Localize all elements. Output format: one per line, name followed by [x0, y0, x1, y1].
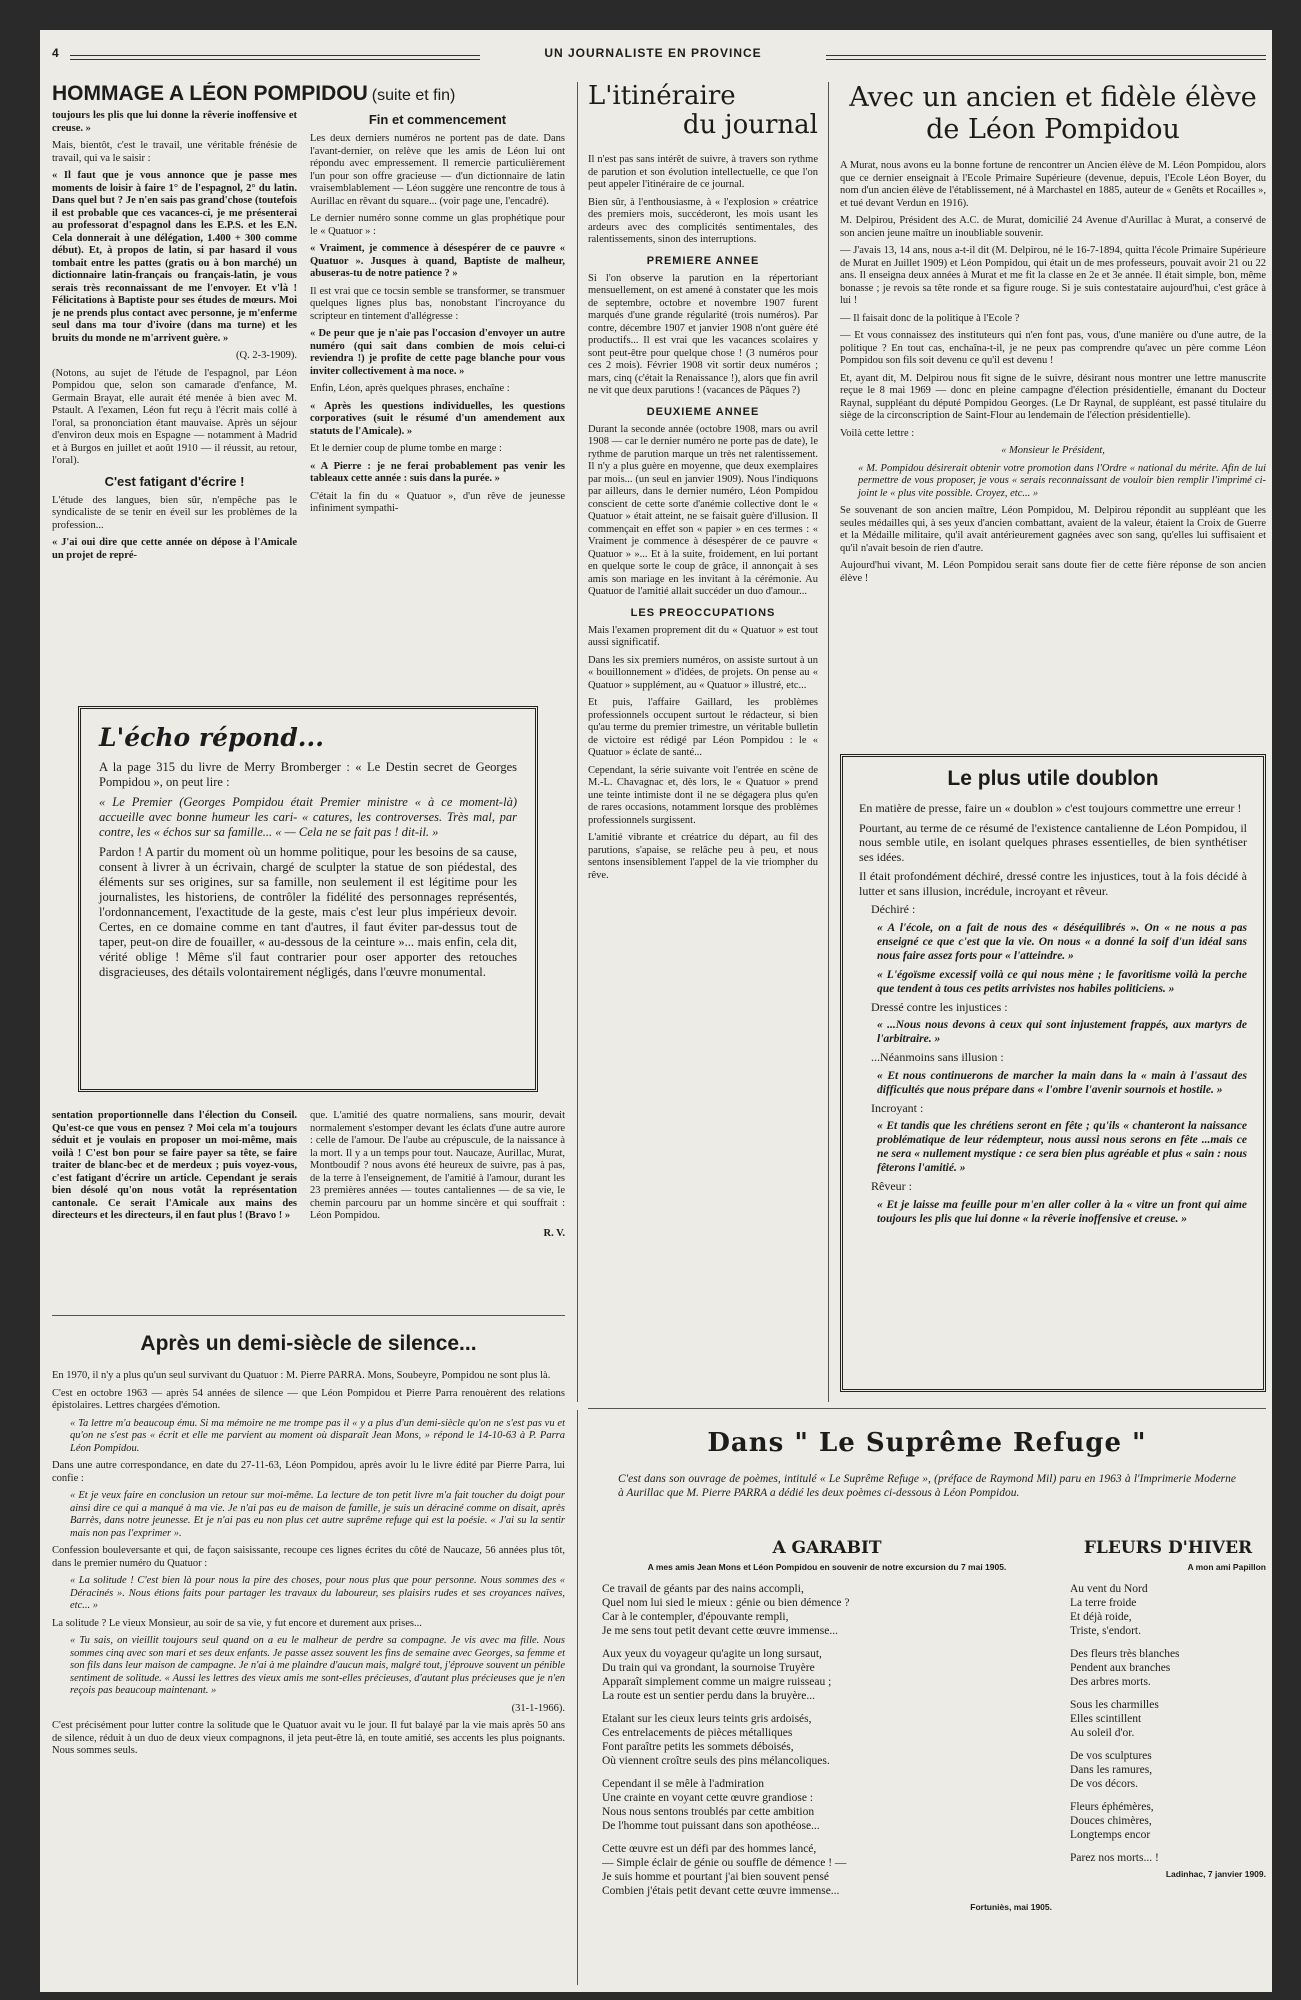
- poem-line: Dans les ramures,: [1070, 1764, 1153, 1776]
- subhead-fin: Fin et commencement: [368, 112, 507, 127]
- poem-line: Font paraître petits les sommets déboisés,: [602, 1741, 794, 1753]
- poem-line: Ce travail de géants par des nains accompli,: [602, 1583, 804, 1595]
- itineraire-article: L'itinéraire du journal Il n'est pas sans intérêt de suivre, à travers son rythme de parution et son évolution intellectuelle, ce que l'on peut appeler l'itinéraire de ce journal. Bien sûr, à l'enthousiasme, à « l'explosion » créatrice des premiers mois, succéderont, les mois usant les ardeurs avec des complicités sentimentales, des ralentissements, sinon des interruptions. PREMIERE ANNEE Si l'on observe la parution en la répertoriant mensuellement, on est amené à constater que les mois de septembre, octobre et novembre 1907 furent marqués d'une grande régularité (trois numéros). Par contre, décembre 1907 et janvier 1908 n'ont guère été productifs... Il est vrai que les vacances scolaires y sont peut-être pour quelque chose ! (3 numéros pour ces 2 mois). Février 1908 vit sortir deux numéros ; mars, cinq (c'était la Renaissance !), alors que fin avril ne vit que deux parutions ! (vacances de Pâques ?) DEUXIEME ANNEE Durant la seconde année (octobre 1908, mars ou avril 1908 — car le dernier numéro ne porte pas de date), le rythme de parution marque un très net ralentissement. Il n'y a plus guère en moyenne, que deux exemplaires par mois... (un seul en janvier 1909). Nous l'indiquons par ailleurs, dans le dernier numéro, Léon Pompidou conscient de cette sorte d'anémie collective dont le « Quatuor » était atteint, ne se faisait guère d'illusion. Il commençait en effet son « papier » en ces termes : « Vraiment je commence à désespérer de ce pauvre « Quatuor » »... Et à la suite, froidement, en lui portant en quelque sorte le coup de grâce, il annonçait à ses amis son mariage en les invitant à la cérémonie. Au Quatuor de l'amitié allait succéder un duo d'amour... LES PREOCCUPATIONS Mais l'examen proprement dit du « Quatuor » est tout aussi significatif. Dans les six premiers numéros, on assiste surtout à un « bouillonnement » d'idées, de projets. On pense au « Quatuor » supplément, au « Quatuor » illustré, etc... Et puis, l'affaire Gaillard, les problèmes professionnels occupent surtout le rédacteur, si bien qu'au terme du premier trimestre, un véritable bulletin de victoire est rédigé par Léon Pompidou : le « Quatuor » éclate de santé... Cependant, la série suivante voit l'entrée en scène de M.-L. Chavagnac et, dès lors, le « Quatuor » prend une teinte intimiste dont il ne se dégagera plus qu'en de rares occasions, notamment lorsque des problèmes professionnels surgissent. L'amitié vibrante et créatrice du départ, au fil des parutions, s'apaise, se relâche peu à peu, et nous sentons insensiblement l'appel de la vie triompher du rêve.: [588, 82, 818, 881]
- poem-line: Longtemps encor: [1070, 1829, 1151, 1841]
- mid-column-left: sentation proportionnelle dans l'élection du Conseil. Qu'est-ce que vous en pensez ? Moi cela m'a toujours séduit et je voulais en proposer un moi-même, mais voilà ! C'est bon pour se faire payer sa tête, se faire traiter de blanc-bec et de merdeux ; puis voyez-vous, c'est fatigant d'écrire un article. Cependant je serais bien désolé qu'on nous votât la représentation cantonale. Ce serait l'Amicale aux mains des directeurs et les directeurs, il en faut plus ! (Bravo ! »: [52, 1110, 297, 1221]
- poem-line: Fleurs éphémères,: [1070, 1801, 1154, 1813]
- divider-refuge: [588, 1408, 1266, 1409]
- poem-line: Au soleil d'or.: [1070, 1727, 1135, 1739]
- eleve-article: Avec un ancien et fidèle élève de Léon Pompidou A Murat, nous avons eu la bonne fortune de rencontrer un Ancien élève de M. Léon Pompidou, alors que ce dernier enseignait à l'Ecole Primaire Supérieure (devenue, depuis, l'Ecole Léon Boyer, du nom d'un ancien élève de l'établissement, né à Marchastel en 1885, auteur de « Genêts et Rocailles », et tué devant Verdun en 1916). M. Delpirou, Président des A.C. de Murat, domicilié 24 Avenue d'Aurillac à Murat, a conservé de son ancien jeune maître un inoubliable souvenir. — J'avais 13, 14 ans, nous a-t-il dit (M. Delpirou, né le 16-7-1894, quitta l'école Primaire Supérieure de Murat en Juillet 1909) et Léon Pompidou, qui était un de mes professeurs, pouvait avoir 21 ou 22 ans. Il enseigna deux années à Murat et me fit la classe en 2e et 3e année. Il était simple, bon, même bonasse ; je revois sa tête ronde et sa figure rouge. Si je suis contestataire aujourd'hui, c'est grâce à lui ! — Il faisait donc de la politique à l'Ecole ? — Et vous connaissez des instituteurs qui n'en font pas, vous, d'une manière ou d'une autre, de la politique ? En tout cas, enchaîna-t-il, je ne peux pas comprendre qu'avec un père comme Léon Pompidou son fils soit devenu ce qu'il est devenu ! Et, ayant dit, M. Delpirou nous fit signe de le suivre, désirant nous montrer une lettre manuscrite reçue le 8 mai 1969 — donc en pleine campagne d'élection présidentielle, émanant du Docteur Raynal, suppléant du député Pompidou Georges. (Le Dr Raynal, de suppléant, est passé titulaire du siège de la circonscription de Saint-Flour au lendemain de l'élection présidentielle). Voilà cette lettre : « Monsieur le Président, « M. Pompidou désirerait obtenir votre promotion dans l'Ordre « national du mérite. Afin de lui permettre de vous proposer, je vous « serais reconnaissant de vouloir bien remplir l'imprimé ci-joint le « plus vite possible. Croyez, etc... » Se souvenant de son ancien maître, Léon Pompidou, M. Delpirou répondit au suppléant que les seules médailles qui, à ses yeux d'ancien combattant, avaient de la valeur, étaient la Croix de Guerre et la Médaille militaire, qu'il avait antérieurement gagnées avec son sang, qu'elles lui suffisaient et qu'il n'avait besoin de rien d'autre. Aujourd'hui vivant, M. Léon Pompidou serait sans doute fier de cette fière réponse de son ancien élève !: [840, 82, 1266, 584]
- poem1-dedication: A mes amis Jean Mons et Léon Pompidou en souvenir de notre excursion du 7 mai 1905.: [647, 1562, 1007, 1572]
- page-header: [40, 46, 1272, 66]
- stanza-gap: [602, 1768, 1052, 1777]
- poem-line: De vos sculptures: [1070, 1750, 1152, 1762]
- stanza-gap: [1070, 1740, 1266, 1749]
- poem-line: Du train qui va grondant, la sournoise Truyère: [602, 1662, 815, 1674]
- eleve-title-b: de Léon Pompidou: [926, 114, 1180, 145]
- poem-line: Quel nom lui sied le mieux : génie ou bien démence ?: [602, 1597, 850, 1609]
- poem-line: La terre froide: [1070, 1597, 1137, 1609]
- apres-title: Après un demi-siècle de silence...: [140, 1332, 477, 1355]
- poem-fleurs: [1070, 1538, 1266, 1983]
- poem-line: Au vent du Nord: [1070, 1583, 1148, 1595]
- poem-line: Combien j'étais petit devant cette œuvre immense...: [602, 1885, 840, 1897]
- header-rule-left: [70, 55, 480, 60]
- refuge-header: Dans " Le Suprême Refuge " C'est dans son ouvrage de poèmes, intitulé « Le Suprême Refuge », (préface de Raymond Mil) paru en 1963 à l'Imprimerie Moderne à Aurillac que M. Pierre PARRA a dédié les deux poèmes ci-dessous à Léon Pompidou.: [588, 1422, 1266, 1542]
- poem-line: Cette œuvre est un défi par des hommes lancé,: [602, 1843, 817, 1855]
- poem-line: Où viennent croître seuls des pins mélancoliques.: [602, 1755, 830, 1767]
- itineraire-title-b: du journal: [682, 110, 818, 140]
- poem2-signature: Ladinhac, 7 janvier 1909.: [1165, 1869, 1266, 1879]
- poem1-title: A GARABIT: [772, 1538, 882, 1558]
- poem-garabit: [602, 1538, 1052, 1983]
- stanza-gap: [602, 1638, 1052, 1647]
- page-number: 4: [52, 46, 59, 60]
- eleve-title-a: Avec un ancien et fidèle élève: [849, 82, 1257, 113]
- refuge-title: Dans " Le Suprême Refuge ": [707, 1428, 1147, 1458]
- poem-line: Etalant sur les cieux leurs teints gris ardoisés,: [602, 1713, 812, 1725]
- poem2-dedication: A mon ami Papillon: [1187, 1562, 1266, 1572]
- stanza-gap: [1070, 1689, 1266, 1698]
- poem-line: Des fleurs très blanches: [1070, 1648, 1180, 1660]
- poem-line: La route est un sentier perdu dans la bruyère...: [602, 1690, 815, 1702]
- header-rule-right: [826, 55, 1266, 60]
- echo-box: L'écho répond... A la page 315 du livre de Merry Bromberger : « Le Destin secret de Georges Pompidou », on peut lire : « Le Premier (Georges Pompidou était Premier ministre « à ce moment-là) accueille avec bonne humeur les cari- « catures, les controverses. Très mal, par contre, les « échos sur sa famille... « — Cela ne se fait pas ! dit-il. » Pardon ! A partir du moment où un homme politique, pour les besoins de sa cause, consent à livrer à un écrivain, chargé de sculpter la statue de son piédestal, des éléments sur ses origines, sur sa famille, non seulement il est légitime pour les journalistes, les historiens, de contrôler la fidélité des personnages représentés, l'ordonnancement, l'exactitude de la geste, mais c'est leur plus impérieux devoir. Certes, en ce domaine comme en tant d'autres, il faut éviter par-dessus tout de taper, peut-on dire de fouailler, « au-dessous de la ceinture »... mais enfin, cela dit, vérité oblige ! Même s'il faut contrarier pour oser apporter des retouches disgracieuses, des détails volontairement négligés, dans l'œuvre monumental.: [78, 706, 538, 1092]
- hommage-title: HOMMAGE A LÉON POMPIDOU (suite et fin): [52, 82, 456, 105]
- poem-line: Douces chimères,: [1070, 1815, 1152, 1827]
- poem-line: Car à le contempler, d'épouvante rempli,: [602, 1611, 789, 1623]
- running-title: UN JOURNALISTE EN PROVINCE: [544, 46, 762, 60]
- poem-line: Je me sens tout petit devant cette œuvre immense...: [602, 1625, 839, 1637]
- poem-line: Je suis homme et pourtant j'ai bien souvent pensé: [602, 1871, 829, 1883]
- apres-article: Après un demi-siècle de silence... En 1970, il n'y a plus qu'un seul survivant du Quatuor : M. Pierre PARRA. Mons, Soubeyre, Pompidou ne sont plus là. C'est en octobre 1963 — après 54 années de silence — que Léon Pompidou et Pierre Parra renouèrent des relations épistolaires. Lettres chargées d'émotion. « Ta lettre m'a beaucoup ému. Si ma mémoire ne me trompe pas il « y a plus d'un demi-siècle qu'on ne s'est pas vu et qu'on ne s'est pas « écrit et elle me parvient au moment où disparaît Jean Mons, » répond le 14-10-63 à P. Parra Léon Pompidou. Dans une autre correspondance, en date du 27-11-63, Léon Pompidou, après avoir lu le livre édité par Pierre Parra, lui confie : « Et je veux faire en conclusion un retour sur moi-même. La lecture de ton petit livre m'a fait toucher du doigt pour ainsi dire ce qui a manqué à ma vie. Je n'ai pas eu de maison de famille, je suis un déraciné comme on disait, après Barrès, dans notre jeunesse. Et je n'ai pas eu non plus cet autre suprême refuge qui est la poésie. « J'ai su la sentir mais non pas l'exprimer ». Confession bouleversante et qui, de façon saisissante, recoupe ces lignes écrites du côté de Naucaze, 56 années plus tôt, dans le premier numéro du Quatuor : « La solitude ! C'est bien là pour nous la pire des choses, pour nous plus que pour personne. Nous sommes des « Déracinés ». Nous étions faits pour partager les travaux du laboureur, ses plaisirs rudes et ses croyances naïves, etc... » La solitude ? Le vieux Monsieur, au soir de sa vie, y fut encore et durement aux prises... « Tu sais, on vieillit toujours seul quand on a eu le malheur de perdre sa compagne. Je vis avec ma fille. Nous sommes cinq avec son mari et ses deux enfants. Je passe assez souvent les fins de semaine avec Georges, sa femme et son fils dans leur maison de campagne. Je n'ai à me plaindre d'aucun mais, malgré tout, j'éprouve souvent un pénible sentiment de solitude. « Aussi les lettres des vieux amis me sont-elles précieuses, d'autant plus précieuses que je n'en reçois pas beaucoup maintenant. » (31-1-1966). C'est précisément pour lutter contre la solitude que le Quatuor avait vu le jour. Il fut balayé par la vie mais après 50 ans de silence, réduit à un duo de deux vieux compagnons, il jeta peut-être là, en toute amitié, ses accents les plus poignants. Nous sommes seuls.: [52, 1332, 565, 1756]
- stanza-gap: [602, 1703, 1052, 1712]
- poem-line: Ces entrelacements de pièces métalliques: [602, 1727, 793, 1739]
- poem2-lines: [1070, 1582, 1266, 1865]
- subhead-preoccupations: LES PREOCCUPATIONS: [630, 606, 776, 619]
- mid-column-right: que. L'amitié des quatre normaliens, sans mourir, devait normalement s'estomper devant les éclats d'une autre aurore : celle de l'amour. De l'aube au crépuscule, de la naissance à la mort. Il y a un temps pour tout. Naucaze, Aurillac, Murat, Montboudif ? nous avons été heureux de suivre, pas à pas, de la terre à l'enseignement, de l'amitié à l'amour, durant les 23 premières années — toutes cantaliennes — de sa vie, le chemin parcouru par un homme sincère et qui souffrait : Léon Pompidou. R. V.: [310, 1110, 565, 1239]
- poem2-title: FLEURS D'HIVER: [1083, 1538, 1253, 1558]
- column-rule-1: [577, 82, 578, 1402]
- stanza-gap: [602, 1833, 1052, 1842]
- poem-line: Des arbres morts.: [1070, 1676, 1151, 1688]
- poem-line: Elles scintillent: [1070, 1713, 1142, 1725]
- poem-line: Parez nos morts... !: [1070, 1852, 1159, 1864]
- subhead-premiere: PREMIERE ANNEE: [646, 254, 760, 267]
- newspaper-page: [40, 30, 1272, 1992]
- hommage-column-2: Fin et commencement Les deux derniers numéros ne portent pas de date. Dans l'avant-dernier, on relève que les amis de Léon lui ont répondu avec empressement. Il remercie particulièrement l'un pour son offre gracieuse — d'un dictionnaire de latin vraisemblablement — Léon suggère une rencontre de tous à Aurillac en rêvant du square... (voir page une, l'encadré). Le dernier numéro sonne comme un glas prophétique pour le « Quatuor » : « Vraiment, je commence à désespérer de ce pauvre « Quatuor ». Jusques à quand, Baptiste de malheur, abuseras-tu de notre patience ? » Il est vrai que ce tocsin semble se transformer, se transmuer quelques lignes plus bas, nonobstant l'incroyance du scripteur en tintement d'allégresse : « De peur que je n'aie pas l'occasion d'envoyer un autre numéro (qui sait dans combien de mois celui-ci reviendra !) je profite de cette page blanche pour vous inviter collectivement à ma noce. » Enfin, Léon, après quelques phrases, enchaîne : « Après les questions individuelles, les questions corporatives (suit le résumé d'un amendement aux statuts de l'Amicale). » Et le dernier coup de plume tombe en marge : « A Pierre : je ne ferai probablement pas venir les tableaux cette année : suis dans la purée. » C'était la fin du « Quatuor », d'un rêve de jeunesse infiniment sympathi-: [310, 112, 565, 514]
- stanza-gap: [1070, 1791, 1266, 1800]
- poem-line: Apparaît simplement comme un maigre ruisseau ;: [602, 1676, 832, 1688]
- doublon-title: Le plus utile doublon: [947, 767, 1159, 790]
- poem-line: Pendent aux branches: [1070, 1662, 1171, 1674]
- column-rule-2: [828, 82, 829, 1402]
- poem-line: Cependant il se mêle à l'admiration: [602, 1778, 765, 1790]
- stanza-gap: [1070, 1842, 1266, 1851]
- poem-line: Et déjà roide,: [1070, 1611, 1132, 1623]
- poem-line: Sous les charmilles: [1070, 1699, 1159, 1711]
- poem-line: Triste, s'endort.: [1070, 1625, 1141, 1637]
- hommage-column-1: toujours les plis que lui donne la rêverie inoffensive et creuse. » Mais, bientôt, c'est le travail, une véritable frénésie de travail, qui va le saisir : « Il faut que je vous annonce que je passe mes moments de loisir à faire 1° de l'espagnol, 2° du latin. Dans quel but ? Je n'en sais pas grand'chose (toutefois il est probable que ces vacances-ci, je me présenterai au professorat d'espagnol dans les E.P.S. et les E.N. Cela donnerait à une délégation, 1.400 + 300 comme début). Et, à propos de latin, si par hasard il vous tombait entre les pattes (gratis ou à bon marché) un dictionnaire latin-français ou français-latin, je vous serais très reconnaissant de me l'envoyer. Et v'là ! Félicitations à Baptiste pour ses études de mœurs. Moi je ne prends plus contact avec personne, je m'enferme seul dans ma tour d'ivoire (dans ma turne) et les bruits du monde ne m'arrivent guère. » (Q. 2-3-1909). (Notons, au sujet de l'étude de l'espagnol, par Léon Pompidou que, selon son camarade d'enfance, M. Germain Brayat, elle aurait été menée à bien avec M. Pstault. A l'examen, Léon fut reçu à l'écrit mais collé à l'oral, sa prononciation étant mauvaise. Après un séjour d'environ deux mois en Espagne — notamment à Madrid et à Burgos en juillet et août 1910 — il réussit, au retour, l'oral). C'est fatigant d'écrire ! L'étude des langues, bien sûr, n'empêche pas le syndicaliste de se tenir en éveil sur les problèmes de la profession... « J'ai oui dire que cette année on dépose à l'Amicale un projet de repré-: [52, 110, 297, 561]
- poem-line: De l'homme tout puissant dans son apothéose...: [602, 1820, 820, 1832]
- poem1-signature: Fortuniès, mai 1905.: [970, 1902, 1052, 1912]
- stanza-gap: [1070, 1638, 1266, 1647]
- column-rule-3: [577, 1410, 578, 1985]
- poem-line: Aux yeux du voyageur qu'agite un long sursaut,: [602, 1648, 822, 1660]
- divider-apres: [52, 1315, 565, 1316]
- echo-title: L'écho répond...: [99, 723, 324, 752]
- poem1-lines: [602, 1582, 1052, 1898]
- poem-line: De vos décors.: [1070, 1778, 1139, 1790]
- poem-line: — Simple éclair de génie ou souffle de démence ! —: [602, 1857, 847, 1869]
- subhead-deuxieme: DEUXIEME ANNEE: [646, 405, 760, 418]
- poem-line: Une crainte en voyant cette œuvre grandiose :: [602, 1792, 814, 1804]
- doublon-box: Le plus utile doublon En matière de presse, faire un « doublon » c'est toujours commettre une erreur ! Pourtant, au terme de ce résumé de l'existence cantalienne de Léon Pompidou, il nous semble utile, en isolant quelques phrases essentielles, de bien synthétiser ses idées. Il était profondément déchiré, dressé contre les injustices, tout à la fois décidé à lutter et sans illusion, incrédule, incroyant et rêveur. Déchiré : « A l'école, on a fait de nous des « déséquilibrés ». On « ne nous a pas enseigné ce que c'est que la vie. On nous « a donné la soif d'un idéal sans nous faire assez forts pour « l'atteindre. » « L'égoïsme excessif voilà ce qui nous mène ; le favoritisme voilà la perche que tendent à tous ces petits arrivistes nos habiles politiciens. » Dressé contre les injustices : « ...Nous nous devons à ceux qui sont injustement frappés, aux martyrs de l'arbitraire. » ...Néanmoins sans illusion : « Et nous continuerons de marcher la main dans la « main à l'assaut des difficultés que nous prépare dans « l'ombre l'avenir sournois et hostile. » Incroyant : « Et tandis que les chrétiens seront en fête ; qu'ils « chanteront la naissance problématique de leur rédempteur, nous aussi nous serons en fête ...mais ce ne sera « nullement mystique : ce sera bien plus agréable et plus « sain : nous fêterons l'amitié. » Rêveur : « Et je laisse ma feuille pour m'en aller coller à la « vitre un front qui aime toujours les plis que lui donne « la rêverie inoffensive et creuse. »: [840, 754, 1266, 1392]
- itineraire-title-a: L'itinéraire: [588, 82, 736, 111]
- poem-line: Nous nous sentons troublés par cette ambition: [602, 1806, 815, 1818]
- subhead-fatigant: C'est fatigant d'écrire !: [104, 473, 245, 489]
